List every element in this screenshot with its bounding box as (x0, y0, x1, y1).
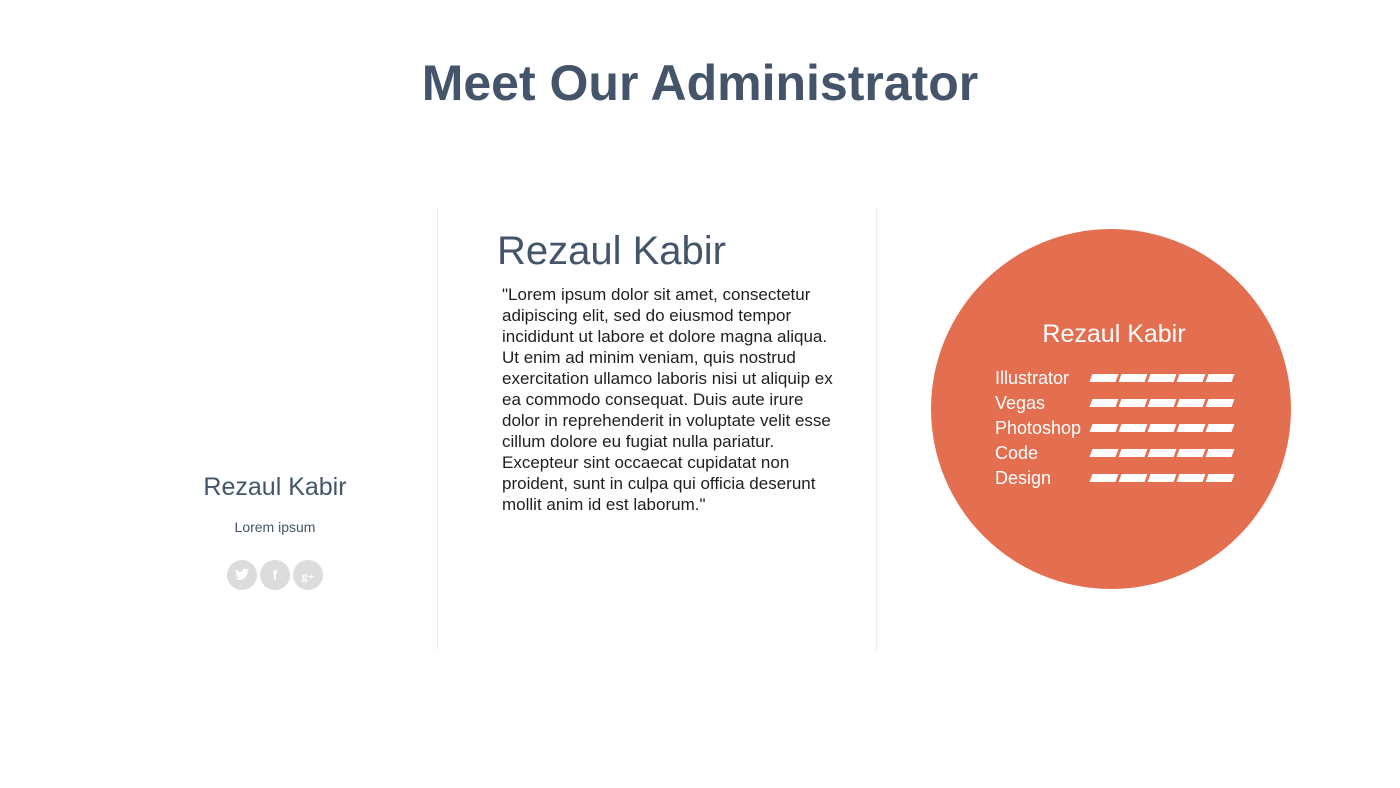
skill-label: Vegas (995, 392, 1046, 413)
facebook-button[interactable] (260, 560, 290, 590)
skill-label: Code (995, 442, 1039, 463)
skill-row-illustrator (995, 365, 1255, 390)
skill-bar-segment (1148, 399, 1177, 407)
skill-level-bar (1091, 424, 1233, 432)
skill-row-photoshop (995, 415, 1255, 440)
skill-bar-segment (1206, 449, 1235, 457)
profile-card (140, 470, 410, 590)
skill-bar-segment (1177, 374, 1206, 382)
skill-bar-segment (1148, 374, 1177, 382)
skill-bar-segment (1090, 474, 1119, 482)
skill-bar-segment (1119, 374, 1148, 382)
skill-bar-segment (1090, 399, 1119, 407)
skill-bar-segment (1119, 449, 1148, 457)
skill-bar-segment (1206, 374, 1235, 382)
skill-bar-segment (1148, 449, 1177, 457)
skill-level-bar (1091, 449, 1233, 457)
profile-role: Lorem ipsum (234, 519, 316, 535)
bio-section (497, 226, 837, 515)
skill-level-bar (1091, 399, 1233, 407)
skills-list (995, 365, 1255, 490)
skill-bar-segment (1119, 399, 1148, 407)
skill-bar-segment (1090, 424, 1119, 432)
skill-bar-segment (1119, 424, 1148, 432)
column-divider-left (437, 208, 438, 650)
skill-bar-segment (1090, 374, 1119, 382)
skill-label: Illustrator (995, 367, 1070, 388)
skill-bar-segment (1148, 424, 1177, 432)
skill-bar-segment (1206, 474, 1235, 482)
bio-name: Rezaul Kabir (497, 229, 727, 273)
profile-name: Rezaul Kabir (203, 473, 347, 501)
skill-bar-segment (1177, 424, 1206, 432)
skill-bar-segment (1177, 474, 1206, 482)
skill-row-vegas (995, 390, 1255, 415)
skill-label: Design (995, 467, 1052, 488)
twitter-icon (235, 568, 249, 581)
skill-bar-segment (1177, 449, 1206, 457)
google-plus-icon: g+ (301, 569, 315, 583)
skill-bar-segment (1119, 474, 1148, 482)
bio-quote: "Lorem ipsum dolor sit amet, consectetur adipiscing elit, sed do eiusmod tempor incididunt ut labore et dolore magna aliqua. Ut enim ad minim veniam, quis nostrud exercitation ullamco laboris nisi ut aliquip ex ea commodo consequat. Duis aute irure dolor in reprehenderit in voluptate velit esse cillum dolore eu fugiat nulla pariatur. Excepteur sint occaecat cupidatat non proident, sunt in culpa qui officia deserunt mollit anim id est laborum." (502, 285, 833, 514)
skill-bar-segment (1148, 474, 1177, 482)
skill-row-code (995, 440, 1255, 465)
column-divider-right (876, 208, 877, 650)
skill-bar-segment (1090, 449, 1119, 457)
facebook-icon: f (272, 567, 278, 583)
skill-row-design (995, 465, 1255, 490)
social-links (140, 560, 410, 590)
skill-bar-segment (1206, 399, 1235, 407)
skill-label: Photoshop (995, 417, 1082, 438)
skill-level-bar (1091, 474, 1233, 482)
skill-bar-segment (1206, 424, 1235, 432)
twitter-button[interactable] (227, 560, 257, 590)
page-title: Meet Our Administrator (421, 55, 979, 111)
google-plus-button[interactable] (293, 560, 323, 590)
skill-bar-segment (1177, 399, 1206, 407)
skill-level-bar (1091, 374, 1233, 382)
skills-circle (931, 229, 1291, 589)
skills-name: Rezaul Kabir (1042, 320, 1186, 348)
